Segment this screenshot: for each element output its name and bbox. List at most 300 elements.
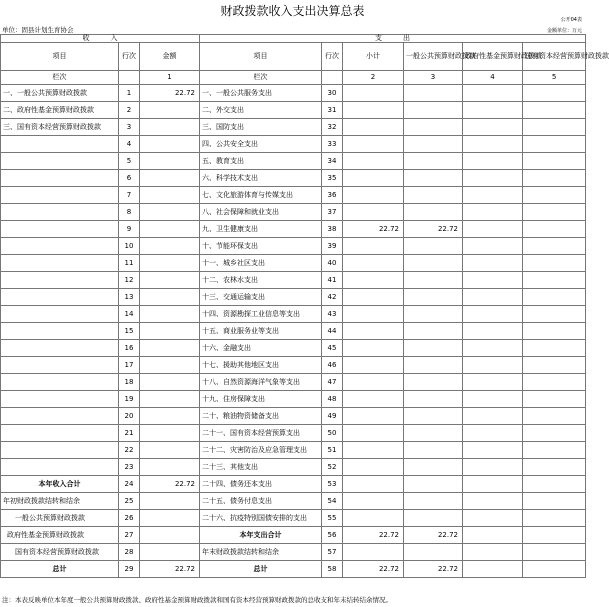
expense-general-budget [404,510,463,527]
table-row [1,527,586,544]
income-line-no: 18 [119,374,140,391]
header-gov-fund: 政府性基金预算财政拨款 [463,43,523,71]
expense-subtotal [343,102,404,119]
expense-state-capital [523,561,586,578]
table-row [1,119,586,136]
budget-table [0,34,609,578]
table-row [1,408,586,425]
expense-general-budget [404,85,463,102]
expense-item: 本年支出合计 [200,527,322,544]
expense-gov-fund [463,391,523,408]
income-item [1,204,119,221]
expense-line-no: 50 [322,425,343,442]
expense-gov-fund [463,221,523,238]
table-row [1,442,586,459]
expense-item: 二十四、债务还本支出 [200,476,322,493]
income-amount [140,119,200,136]
income-item [1,306,119,323]
income-line-no: 23 [119,459,140,476]
expense-subtotal [343,476,404,493]
expense-line-no: 47 [322,374,343,391]
expense-gov-fund [463,340,523,357]
expense-line-no: 37 [322,204,343,221]
expense-general-budget [404,204,463,221]
income-amount [140,153,200,170]
income-item: 一般公共预算财政拨款 [1,510,119,527]
table-row [1,510,586,527]
income-item [1,391,119,408]
table-row [1,374,586,391]
income-line-no: 17 [119,357,140,374]
income-amount [140,527,200,544]
expense-state-capital [523,323,586,340]
income-line-no: 6 [119,170,140,187]
expense-general-budget [404,306,463,323]
expense-line-no: 33 [322,136,343,153]
page-title: 财政拨款收入支出决算总表 [220,4,365,18]
table-row [1,357,586,374]
expense-subtotal [343,544,404,561]
income-amount [140,136,200,153]
expense-item: 八、社会保障和就业支出 [200,204,322,221]
expense-state-capital [523,425,586,442]
expense-item: 十八、自然资源海洋气象等支出 [200,374,322,391]
expense-gov-fund [463,459,523,476]
expense-item: 十九、住房保障支出 [200,391,322,408]
col-index-label-expense: 栏次 [200,71,322,85]
expense-gov-fund [463,136,523,153]
header-subtotal: 小计 [343,43,404,71]
table-row [1,323,586,340]
expense-subtotal [343,255,404,272]
expense-line-no: 54 [322,493,343,510]
income-amount [140,204,200,221]
income-item: 年初财政拨款结转和结余 [1,493,119,510]
income-item [1,323,119,340]
income-item [1,272,119,289]
expense-gov-fund [463,238,523,255]
expense-line-no: 56 [322,527,343,544]
expense-general-budget [404,119,463,136]
table-row [1,561,586,578]
col-index-amount: 1 [140,71,200,85]
expense-general-budget [404,102,463,119]
table-row [1,340,586,357]
header-line-no-expense: 行次 [322,43,343,71]
expense-subtotal [343,187,404,204]
income-item: 政府性基金预算财政拨款 [1,527,119,544]
expense-gov-fund [463,85,523,102]
income-amount [140,459,200,476]
expense-subtotal [343,306,404,323]
expense-state-capital [523,442,586,459]
income-amount [140,408,200,425]
expense-gov-fund [463,187,523,204]
expense-section-header: 支 出 [200,35,586,43]
expense-line-no: 46 [322,357,343,374]
expense-item: 四、公共安全支出 [200,136,322,153]
expense-general-budget [404,255,463,272]
expense-item: 十六、金融支出 [200,340,322,357]
expense-subtotal: 22.72 [343,561,404,578]
expense-subtotal [343,493,404,510]
income-amount [140,306,200,323]
expense-subtotal [343,136,404,153]
expense-gov-fund [463,561,523,578]
expense-general-budget: 22.72 [404,561,463,578]
income-item [1,170,119,187]
expense-state-capital [523,119,586,136]
expense-line-no: 34 [322,153,343,170]
expense-state-capital [523,391,586,408]
expense-general-budget [404,391,463,408]
expense-gov-fund [463,323,523,340]
income-item [1,238,119,255]
income-item [1,374,119,391]
table-row [1,459,586,476]
income-line-no: 2 [119,102,140,119]
table-row [1,136,586,153]
table-row [1,255,586,272]
expense-gov-fund [463,306,523,323]
income-item: 本年收入合计 [1,476,119,493]
expense-subtotal [343,323,404,340]
income-amount [140,340,200,357]
income-line-no: 19 [119,391,140,408]
expense-subtotal [343,442,404,459]
expense-item: 二十六、抗疫特别国债安排的支出 [200,510,322,527]
header-general-budget: 一般公共预算财政拨款 [404,43,463,71]
table-row [1,221,586,238]
col-index-2: 2 [343,71,404,85]
income-amount [140,221,200,238]
income-amount [140,374,200,391]
expense-item: 年末财政拨款结转和结余 [200,544,322,561]
income-line-no: 10 [119,238,140,255]
expense-general-budget [404,408,463,425]
income-item [1,255,119,272]
income-item: 三、国有资本经营预算财政拨款 [1,119,119,136]
expense-state-capital [523,510,586,527]
expense-general-budget [404,425,463,442]
expense-gov-fund [463,357,523,374]
expense-line-no: 39 [322,238,343,255]
currency-unit: 金额单位：万元 [546,28,582,34]
expense-gov-fund [463,510,523,527]
income-line-no: 13 [119,289,140,306]
income-line-no: 22 [119,442,140,459]
expense-general-budget: 22.72 [404,527,463,544]
expense-subtotal [343,425,404,442]
expense-line-no: 42 [322,289,343,306]
expense-general-budget [404,357,463,374]
expense-line-no: 35 [322,170,343,187]
expense-general-budget [404,459,463,476]
table-row [1,289,586,306]
income-amount [140,170,200,187]
col-index-label: 栏次 [1,71,119,85]
header-line-no: 行次 [119,43,140,71]
expense-item: 二十、粮油物资储备支出 [200,408,322,425]
expense-line-no: 49 [322,408,343,425]
expense-subtotal: 22.72 [343,221,404,238]
expense-subtotal [343,391,404,408]
income-line-no: 25 [119,493,140,510]
expense-subtotal [343,459,404,476]
expense-state-capital [523,544,586,561]
income-amount [140,391,200,408]
table-row [1,476,586,493]
col-index-5: 5 [523,71,586,85]
expense-state-capital [523,204,586,221]
expense-gov-fund [463,527,523,544]
income-line-no: 24 [119,476,140,493]
expense-state-capital [523,221,586,238]
expense-state-capital [523,102,586,119]
expense-gov-fund [463,153,523,170]
income-amount [140,357,200,374]
income-line-no: 20 [119,408,140,425]
expense-state-capital [523,408,586,425]
income-item: 二、政府性基金预算财政拨款 [1,102,119,119]
expense-gov-fund [463,425,523,442]
expense-general-budget [404,272,463,289]
table-row [1,544,586,561]
expense-item: 六、科学技术支出 [200,170,322,187]
income-item [1,425,119,442]
expense-item: 二、外交支出 [200,102,322,119]
expense-state-capital [523,170,586,187]
expense-item: 十二、农林水支出 [200,272,322,289]
expense-subtotal [343,153,404,170]
expense-general-budget [404,238,463,255]
expense-gov-fund [463,442,523,459]
income-amount [140,510,200,527]
table-row [1,102,586,119]
income-line-no: 16 [119,340,140,357]
expense-state-capital [523,476,586,493]
income-item: 总计 [1,561,119,578]
expense-state-capital [523,374,586,391]
income-amount [140,544,200,561]
expense-state-capital [523,153,586,170]
expense-subtotal [343,170,404,187]
expense-state-capital [523,85,586,102]
income-line-no: 11 [119,255,140,272]
expense-state-capital [523,136,586,153]
expense-subtotal [343,272,404,289]
table-row [1,391,586,408]
income-item: 国有资本经营预算财政拨款 [1,544,119,561]
expense-state-capital [523,459,586,476]
expense-line-no: 55 [322,510,343,527]
table-row [1,187,586,204]
table-row [1,153,586,170]
income-item [1,442,119,459]
income-item: 一、一般公共预算财政拨款 [1,85,119,102]
income-amount [140,425,200,442]
expense-line-no: 30 [322,85,343,102]
income-line-no: 28 [119,544,140,561]
table-row [1,306,586,323]
table-row [1,204,586,221]
table-row [1,238,586,255]
expense-line-no: 58 [322,561,343,578]
expense-state-capital [523,340,586,357]
expense-state-capital [523,493,586,510]
expense-gov-fund [463,255,523,272]
expense-general-budget [404,340,463,357]
expense-subtotal [343,340,404,357]
expense-gov-fund [463,272,523,289]
expense-general-budget: 22.72 [404,221,463,238]
expense-gov-fund [463,289,523,306]
expense-gov-fund [463,476,523,493]
expense-subtotal [343,357,404,374]
expense-line-no: 36 [322,187,343,204]
income-line-no: 27 [119,527,140,544]
col-index-3: 3 [404,71,463,85]
expense-general-budget [404,323,463,340]
income-item [1,340,119,357]
unit-label: 单位：固县计划生育协会 [2,26,74,34]
income-amount [140,255,200,272]
table-row [1,272,586,289]
income-item [1,153,119,170]
expense-state-capital [523,238,586,255]
footnote: 注：本表反映单位本年度一般公共预算财政拨款、政府性基金预算财政拨款和国有资本经营预算财政拨款的总收支和年末结转结余情况。 [2,596,392,604]
income-line-no: 9 [119,221,140,238]
expense-line-no: 53 [322,476,343,493]
table-row [1,85,586,102]
income-line-no: 4 [119,136,140,153]
expense-state-capital [523,255,586,272]
income-amount [140,102,200,119]
expense-general-budget [404,289,463,306]
expense-subtotal [343,119,404,136]
expense-general-budget [404,136,463,153]
table-row [1,493,586,510]
expense-line-no: 57 [322,544,343,561]
expense-item: 三、国防支出 [200,119,322,136]
expense-subtotal [343,510,404,527]
expense-state-capital [523,306,586,323]
expense-line-no: 38 [322,221,343,238]
expense-item: 二十一、国有资本经营预算支出 [200,425,322,442]
expense-item: 总计 [200,561,322,578]
income-amount [140,493,200,510]
income-line-no: 3 [119,119,140,136]
income-line-no: 5 [119,153,140,170]
income-amount: 22.72 [140,85,200,102]
income-line-no: 7 [119,187,140,204]
expense-line-no: 45 [322,340,343,357]
income-item [1,221,119,238]
income-line-no: 14 [119,306,140,323]
header-item-expense: 项目 [200,43,322,71]
income-item [1,408,119,425]
expense-subtotal [343,204,404,221]
expense-subtotal [343,374,404,391]
expense-state-capital [523,187,586,204]
income-amount [140,442,200,459]
expense-subtotal [343,85,404,102]
expense-subtotal [343,238,404,255]
table-row [1,425,586,442]
income-amount [140,323,200,340]
income-item [1,187,119,204]
income-amount: 22.72 [140,476,200,493]
income-item [1,459,119,476]
expense-item: 九、卫生健康支出 [200,221,322,238]
income-line-no: 21 [119,425,140,442]
expense-general-budget [404,187,463,204]
expense-general-budget [404,476,463,493]
expense-state-capital [523,272,586,289]
expense-line-no: 41 [322,272,343,289]
expense-item: 七、文化旅游体育与传媒支出 [200,187,322,204]
income-amount [140,238,200,255]
expense-line-no: 48 [322,391,343,408]
income-amount [140,187,200,204]
income-line-no: 1 [119,85,140,102]
expense-general-budget [404,442,463,459]
expense-gov-fund [463,204,523,221]
income-section-header: 收 入 [1,35,200,43]
expense-line-no: 51 [322,442,343,459]
col-index-empty [119,71,140,85]
header-amount: 金额 [140,43,200,71]
table-row [1,170,586,187]
expense-line-no: 31 [322,102,343,119]
expense-general-budget [404,170,463,187]
expense-subtotal [343,289,404,306]
expense-gov-fund [463,102,523,119]
income-amount: 22.72 [140,561,200,578]
expense-line-no: 52 [322,459,343,476]
header-state-capital: 国有资本经营预算财政拨款 [523,43,586,71]
income-line-no: 12 [119,272,140,289]
income-amount [140,289,200,306]
expense-item: 十五、商业服务业等支出 [200,323,322,340]
expense-general-budget [404,544,463,561]
expense-item: 二十三、其他支出 [200,459,322,476]
expense-gov-fund [463,408,523,425]
expense-gov-fund [463,544,523,561]
expense-item: 十、节能环保支出 [200,238,322,255]
expense-gov-fund [463,119,523,136]
expense-item: 十四、资源勘探工业信息等支出 [200,306,322,323]
expense-gov-fund [463,493,523,510]
expense-general-budget [404,153,463,170]
income-item [1,357,119,374]
expense-line-no: 40 [322,255,343,272]
col-index-4: 4 [463,71,523,85]
expense-item: 二十二、灾害防治及应急管理支出 [200,442,322,459]
income-item [1,289,119,306]
income-line-no: 29 [119,561,140,578]
expense-item: 十三、交通运输支出 [200,289,322,306]
col-index-empty-expense [322,71,343,85]
expense-state-capital [523,357,586,374]
income-line-no: 15 [119,323,140,340]
income-item [1,136,119,153]
expense-item: 十一、城乡社区支出 [200,255,322,272]
income-amount [140,272,200,289]
expense-subtotal: 22.72 [343,527,404,544]
expense-general-budget [404,374,463,391]
expense-item: 五、教育支出 [200,153,322,170]
